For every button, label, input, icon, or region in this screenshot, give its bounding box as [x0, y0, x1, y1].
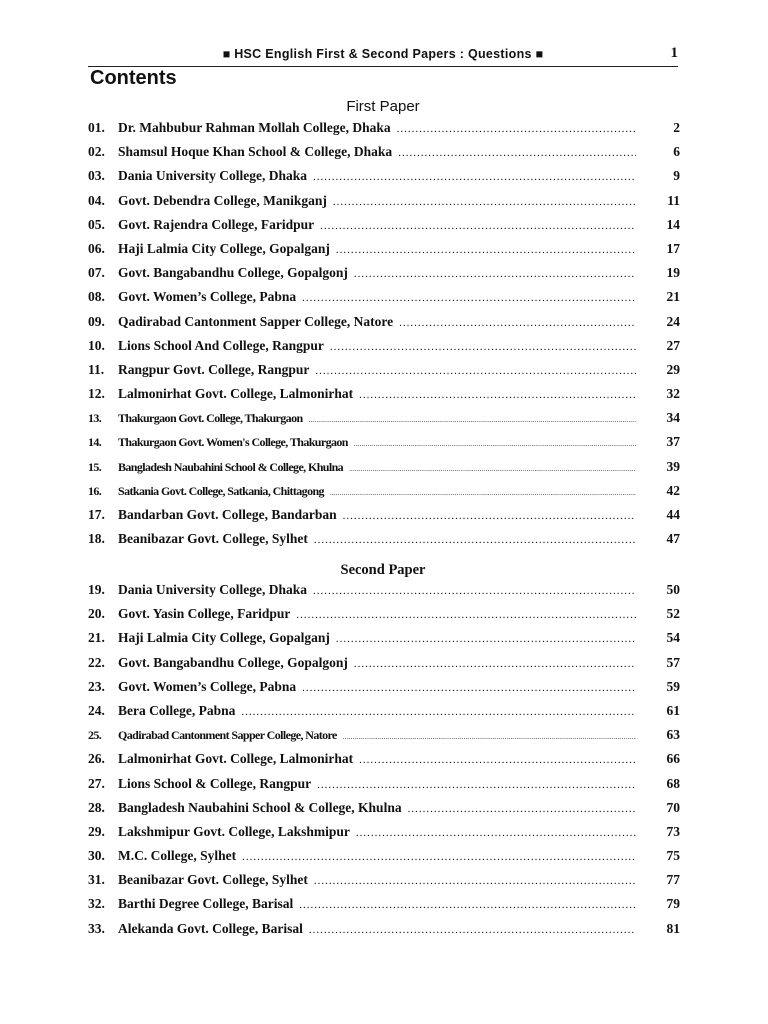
toc-entry [88, 727, 680, 751]
dot-leader [241, 706, 636, 718]
dot-leader [343, 510, 636, 522]
toc-entry-number: 07. [88, 265, 105, 281]
toc-entry-number: 31. [88, 872, 105, 888]
dot-leader [336, 244, 636, 256]
toc-entry-title: Dr. Mahbubur Rahman Mollah College, Dhaka [118, 120, 391, 135]
dot-leader [302, 682, 636, 694]
toc-entry-page: 75 [666, 848, 680, 864]
toc-entry-page: 54 [666, 630, 680, 646]
toc-entry-page: 79 [666, 896, 680, 912]
toc-entry-page: 9 [673, 168, 680, 184]
page-number: 1 [670, 45, 678, 61]
toc-entry-page: 21 [666, 289, 680, 305]
toc-entry-number: 08. [88, 289, 105, 305]
toc-entry-page: 66 [666, 751, 680, 767]
toc-entry-page: 39 [666, 458, 680, 474]
dot-leader [349, 465, 636, 473]
toc-entry-number: 30. [88, 848, 105, 864]
toc-entry-title: Dania University College, Dhaka [118, 168, 307, 184]
toc-entry-number: 18. [88, 531, 105, 547]
toc-entry-title: Govt. Bangabandhu College, Gopalgonj [118, 654, 348, 670]
running-header [88, 46, 678, 67]
second-paper-list [88, 582, 680, 945]
toc-entry-number: 04. [88, 192, 105, 208]
toc-entry [88, 703, 680, 727]
toc-entry [88, 434, 680, 458]
dot-leader [354, 658, 636, 670]
dot-leader [359, 389, 636, 401]
toc-entry-page: 44 [666, 507, 680, 522]
toc-entry-number: 17. [88, 507, 105, 522]
toc-entry-title: Govt. Women’s College, Pabna [118, 678, 297, 694]
toc-entry-title: Govt. Yasin College, Faridpur [118, 606, 291, 622]
toc-entry-title: Rangpur Govt. College, Rangpur [118, 361, 310, 377]
toc-entry-title: Satkania Govt. College, Satkania, Chittagong [118, 483, 324, 498]
toc-entry-page: 81 [666, 920, 680, 936]
toc-entry [88, 630, 680, 654]
toc-entry-number: 28. [88, 799, 105, 815]
dot-leader [317, 779, 636, 791]
toc-entry [88, 386, 680, 410]
toc-entry-title: Thakurgaon Govt. College, Thakurgaon [118, 411, 303, 426]
toc-entry-number: 03. [88, 168, 105, 184]
toc-entry-page: 77 [666, 872, 680, 888]
toc-entry [88, 459, 680, 483]
dot-leader [333, 196, 636, 208]
dot-leader [399, 317, 636, 329]
toc-entry-page: 68 [666, 775, 680, 791]
dot-leader [302, 292, 636, 304]
toc-entry [88, 751, 680, 775]
toc-entry-number: 27. [88, 775, 105, 791]
toc-entry [88, 362, 680, 386]
toc-entry-number: 32. [88, 896, 105, 912]
toc-entry-number: 09. [88, 313, 105, 329]
toc-entry-page: 70 [666, 799, 680, 815]
toc-entry-number: 33. [88, 920, 105, 936]
toc-entry [88, 776, 680, 800]
toc-entry [88, 120, 680, 144]
toc-entry [88, 679, 680, 703]
toc-entry-page: 57 [666, 654, 680, 670]
toc-entry-number: 05. [88, 216, 105, 232]
toc-entry-number: 19. [88, 582, 105, 597]
contents-title: Contents [90, 67, 177, 89]
toc-entry-title: M.C. College, Sylhet [118, 848, 237, 864]
dot-leader [354, 268, 636, 280]
dot-leader [313, 171, 636, 183]
toc-entry [88, 848, 680, 872]
toc-entry [88, 896, 680, 920]
toc-entry-page: 19 [666, 265, 680, 281]
toc-entry [88, 531, 680, 555]
toc-entry-title: Govt. Rajendra College, Faridpur [118, 216, 315, 232]
toc-entry-title: Govt. Debendra College, Manikganj [118, 192, 327, 208]
toc-entry-number: 25. [88, 728, 102, 743]
toc-entry-title: Lakshmipur Govt. College, Lakshmipur [118, 823, 350, 839]
dot-leader [356, 827, 636, 839]
dot-leader [354, 440, 636, 448]
toc-entry-title: Beanibazar Govt. College, Sylhet [118, 531, 308, 547]
toc-entry [88, 507, 680, 531]
toc-entry-title: Lalmonirhat Govt. College, Lalmonirhat [118, 751, 354, 767]
dot-leader [309, 416, 636, 424]
toc-entry-title: Lalmonirhat Govt. College, Lalmonirhat [118, 386, 354, 402]
dot-leader [314, 534, 636, 546]
toc-entry-number: 16. [88, 483, 102, 498]
toc-entry-title: Bangladesh Naubahini School & College, Khulna [118, 459, 344, 474]
toc-entry-title: Haji Lalmia City College, Gopalganj [118, 630, 330, 646]
toc-entry-title: Bangladesh Naubahini School & College, Khulna [118, 799, 402, 815]
toc-entry-title: Govt. Bangabandhu College, Gopalgonj [118, 265, 348, 281]
toc-entry [88, 241, 680, 265]
toc-entry-title: Thakurgaon Govt. Women's College, Thakurgaon [118, 435, 348, 450]
toc-entry-title: Qadirabad Cantonment Sapper College, Natore [118, 728, 337, 743]
toc-entry-page: 14 [666, 216, 680, 232]
toc-entry [88, 144, 680, 168]
toc-entry-page: 6 [673, 144, 680, 160]
toc-entry-page: 29 [666, 361, 680, 377]
dot-leader [336, 633, 636, 645]
dot-leader [313, 585, 636, 597]
toc-entry-title: Beanibazar Govt. College, Sylhet [118, 872, 308, 888]
toc-entry [88, 168, 680, 192]
toc-entry-page: 2 [673, 120, 680, 135]
dot-leader [242, 851, 636, 863]
toc-entry-title: Lions School & College, Rangpur [118, 775, 312, 791]
toc-entry [88, 921, 680, 945]
toc-entry-number: 22. [88, 654, 105, 670]
toc-entry-page: 34 [666, 410, 680, 426]
toc-entry [88, 582, 680, 606]
toc-entry-title: Barthi Degree College, Barisal [118, 896, 294, 912]
toc-entry-number: 12. [88, 386, 105, 402]
first-paper-heading: First Paper [346, 98, 420, 115]
dot-leader [330, 489, 636, 497]
dot-leader [315, 365, 636, 377]
toc-entry-page: 73 [666, 823, 680, 839]
toc-entry-page: 27 [666, 337, 680, 353]
toc-entry-page: 50 [666, 582, 680, 597]
toc-entry [88, 217, 680, 241]
toc-entry-page: 59 [666, 678, 680, 694]
toc-entry-number: 20. [88, 606, 105, 622]
toc-entry-number: 24. [88, 702, 105, 718]
toc-entry-page: 61 [666, 702, 680, 718]
dot-leader [398, 147, 636, 159]
toc-entry-page: 37 [666, 434, 680, 450]
dot-leader [330, 341, 636, 353]
toc-entry-number: 06. [88, 240, 105, 256]
toc-entry [88, 314, 680, 338]
toc-entry-number: 10. [88, 337, 105, 353]
toc-entry-page: 63 [666, 727, 680, 743]
toc-entry-number: 26. [88, 751, 105, 767]
toc-entry-title: Haji Lalmia City College, Gopalganj [118, 240, 330, 256]
toc-entry [88, 800, 680, 824]
toc-entry-page: 17 [666, 240, 680, 256]
toc-entry-number: 29. [88, 823, 105, 839]
toc-entry [88, 872, 680, 896]
dot-leader [309, 924, 636, 936]
dot-leader [314, 875, 636, 887]
toc-entry-title: Lions School And College, Rangpur [118, 337, 324, 353]
toc-entry-title: Bera College, Pabna [118, 702, 236, 718]
toc-entry-title: Bandarban Govt. College, Bandarban [118, 507, 337, 522]
dot-leader [343, 733, 636, 741]
toc-entry [88, 606, 680, 630]
toc-entry-number: 23. [88, 678, 105, 694]
toc-entry [88, 655, 680, 679]
first-paper-list [88, 120, 680, 555]
toc-entry-number: 13. [88, 411, 102, 426]
toc-entry [88, 824, 680, 848]
dot-leader [408, 803, 636, 815]
toc-entry-title: Dania University College, Dhaka [118, 582, 307, 597]
toc-entry-title: Govt. Women’s College, Pabna [118, 289, 297, 305]
toc-entry-title: Alekanda Govt. College, Barisal [118, 920, 303, 936]
toc-entry-title: Qadirabad Cantonment Sapper College, Natore [118, 313, 394, 329]
toc-entry-number: 21. [88, 630, 105, 646]
toc-entry-number: 01. [88, 120, 105, 135]
toc-entry-title: Shamsul Hoque Khan School & College, Dhaka [118, 144, 393, 160]
running-title: ■ HSC English First & Second Papers : Questions ■ [222, 47, 544, 61]
toc-entry [88, 193, 680, 217]
toc-entry-page: 47 [666, 531, 680, 547]
toc-entry-number: 14. [88, 435, 102, 450]
toc-entry [88, 483, 680, 507]
dot-leader [299, 899, 636, 911]
toc-entry-page: 32 [666, 386, 680, 402]
toc-entry-number: 15. [88, 459, 102, 474]
toc-entry [88, 265, 680, 289]
dot-leader [296, 609, 636, 621]
toc-entry-number: 11. [88, 361, 105, 377]
toc-entry-page: 52 [666, 606, 680, 622]
toc-entry-page: 11 [667, 192, 680, 208]
toc-entry [88, 338, 680, 362]
second-paper-heading: Second Paper [340, 562, 426, 578]
toc-entry-number: 02. [88, 144, 105, 160]
toc-entry [88, 289, 680, 313]
toc-entry-page: 42 [666, 482, 680, 498]
toc-entry [88, 410, 680, 434]
dot-leader [397, 123, 636, 135]
dot-leader [320, 220, 636, 232]
dot-leader [359, 754, 636, 766]
toc-entry-page: 24 [666, 313, 680, 329]
